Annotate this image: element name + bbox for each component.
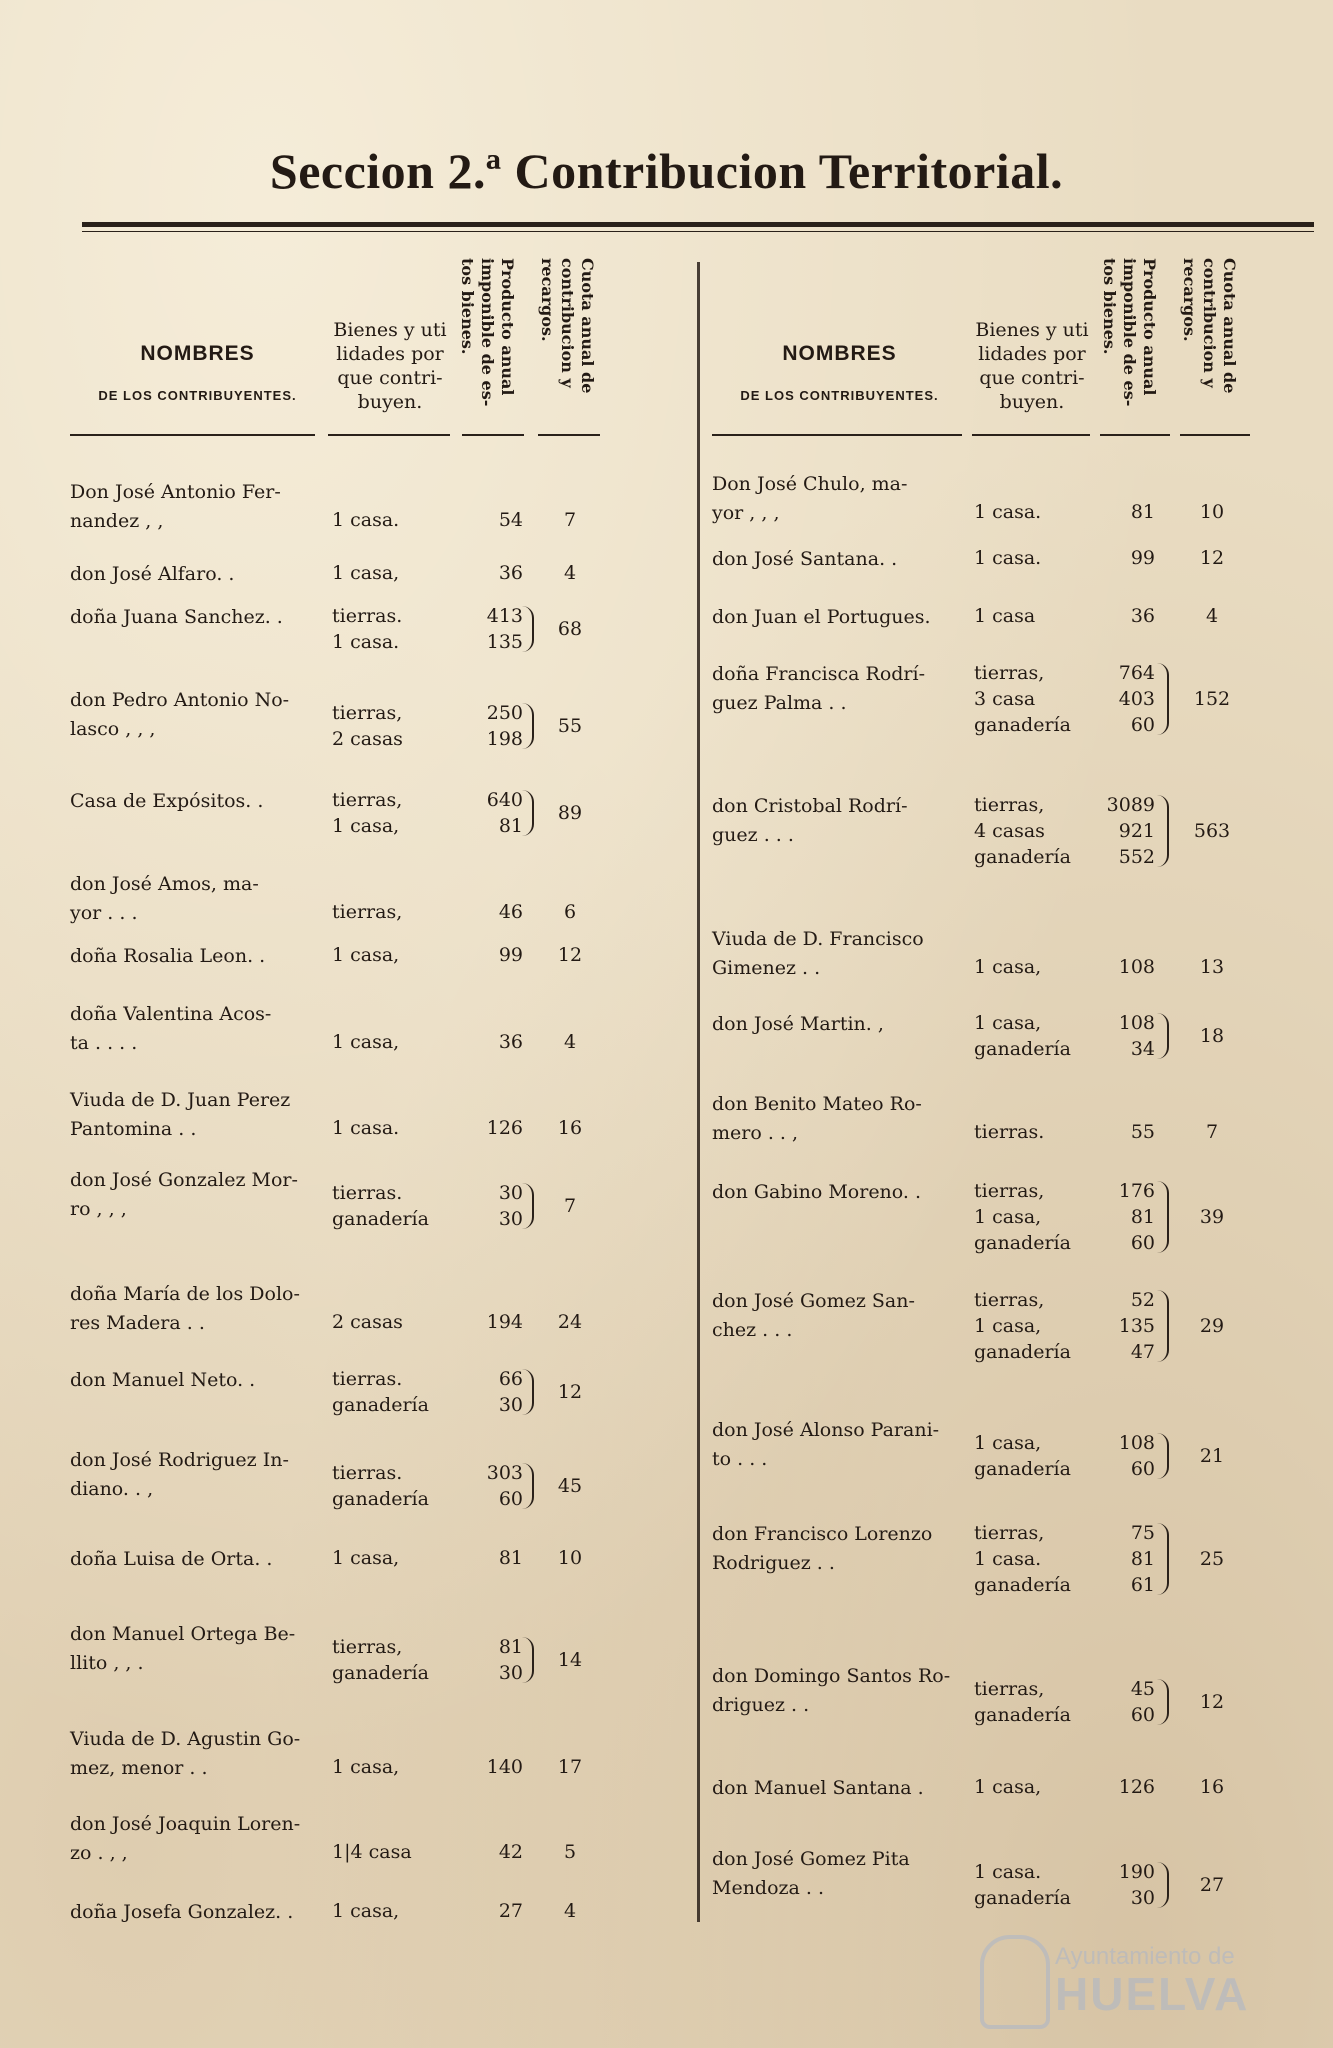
bienes-item: ganadería [974, 1341, 1071, 1363]
producto-value: 135 [486, 631, 523, 653]
grouping-brace [522, 1183, 534, 1229]
header-rule [1180, 434, 1250, 436]
bienes-item: ganadería [974, 1038, 1071, 1060]
bienes-list [974, 954, 1094, 980]
bienes-list [974, 1178, 1094, 1256]
bienes-item: ganadería [332, 1662, 429, 1684]
contributor-name: don José Gomez San- chez . . . [712, 1290, 915, 1341]
bienes-item: ganadería [974, 1458, 1071, 1480]
producto-values [465, 1180, 523, 1232]
header-cuota [1180, 258, 1239, 428]
bienes-list [974, 1010, 1094, 1062]
contributor-name: doña Francisca Rodrí- guez Palma . . [712, 663, 925, 714]
table-header [712, 258, 1312, 438]
cuota-value: 27 [1199, 1874, 1225, 1896]
bienes-list [332, 1115, 452, 1141]
header-name-top: NOMBRES [782, 342, 897, 365]
bienes-item: ganadería [974, 714, 1071, 736]
bienes-list [974, 1859, 1094, 1911]
bienes-item: 1 casa. [974, 501, 1042, 523]
bienes-item: tierras. [974, 1121, 1045, 1143]
producto-value: 75 [1130, 1522, 1155, 1544]
producto-value: 403 [1118, 688, 1155, 710]
cuota-value: 4 [1205, 605, 1219, 627]
grouping-brace [1157, 1679, 1169, 1725]
bienes-item: 2 casas [332, 728, 403, 750]
bienes-item: ganadería [332, 1208, 429, 1230]
bienes-item: 1 casa. [974, 1861, 1042, 1883]
bienes-item: 1 casa, [974, 1432, 1042, 1454]
bienes-item: 1 casa, [332, 1756, 400, 1778]
bienes-list [332, 1545, 452, 1571]
producto-value: 3089 [1106, 794, 1155, 816]
producto-value: 108 [1118, 1012, 1155, 1034]
producto-value: 140 [486, 1756, 523, 1778]
cuota-value: 55 [557, 715, 583, 737]
producto-value: 108 [1118, 1432, 1155, 1454]
cuota-value: 39 [1199, 1206, 1225, 1228]
contributor-name: doña María de los Dolo- res Madera . . [70, 1283, 300, 1334]
producto-values [465, 1460, 523, 1512]
producto-value: 81 [498, 1547, 523, 1569]
producto-value: 108 [1118, 956, 1155, 978]
producto-values [465, 899, 523, 925]
bienes-item: ganadería [974, 1704, 1071, 1726]
header-names [712, 342, 967, 403]
bienes-item: tierras, [974, 1180, 1045, 1202]
bienes-item: tierras, [974, 1678, 1045, 1700]
bienes-list [974, 499, 1094, 525]
producto-value: 60 [498, 1488, 523, 1510]
title-rule-thin [82, 231, 1314, 232]
producto-values [465, 1366, 523, 1418]
producto-values [1097, 603, 1155, 629]
contributor-name: doña Juana Sanchez. . [70, 606, 283, 628]
bienes-item: tierras. [332, 1462, 403, 1484]
bienes-item: 1 casa, [332, 562, 400, 584]
producto-value: 30 [498, 1208, 523, 1230]
bienes-list [332, 1180, 452, 1232]
bienes-item: 1 casa. [974, 1548, 1042, 1570]
contributor-name: don Pedro Antonio No- lasco , , , [70, 689, 290, 740]
bienes-item: 1|4 casa [332, 1841, 412, 1863]
watermark-logo [980, 1935, 1300, 2025]
grouping-brace [522, 1463, 534, 1509]
cuota-value: 25 [1199, 1548, 1225, 1570]
header-rule [462, 434, 524, 436]
grouping-brace [1157, 1862, 1169, 1908]
producto-values [465, 1839, 523, 1865]
bienes-item: tierras, [332, 789, 403, 811]
contributor-name: don José Alfaro. . [70, 563, 235, 585]
header-rule [328, 434, 450, 436]
contributor-name: don Manuel Ortega Be- llito , , . [70, 1623, 296, 1674]
header-names [70, 342, 325, 403]
grouping-brace [1157, 1013, 1169, 1059]
bienes-item: ganadería [974, 1232, 1071, 1254]
bienes-item: tierras. [332, 1368, 403, 1390]
producto-value: 55 [1130, 1121, 1155, 1143]
contributor-name: don Domingo Santos Ro- driguez . . [712, 1665, 951, 1716]
bienes-list [332, 1309, 452, 1335]
bienes-item: 1 casa, [974, 1012, 1042, 1034]
bienes-list [332, 1029, 452, 1055]
producto-values [465, 700, 523, 752]
cuota-value: 10 [557, 1547, 583, 1569]
bienes-list [332, 1898, 452, 1924]
cuota-value: 14 [557, 1649, 583, 1671]
bienes-list [974, 1287, 1094, 1365]
bienes-item: tierras, [974, 1522, 1045, 1544]
contributor-name: don José Martin. , [712, 1013, 884, 1035]
producto-value: 303 [486, 1462, 523, 1484]
cuota-value: 12 [1199, 547, 1225, 569]
bienes-item: 1 casa, [332, 1900, 400, 1922]
bienes-list [332, 560, 452, 586]
producto-value: 52 [1130, 1289, 1155, 1311]
producto-value: 60 [1130, 714, 1155, 736]
contributor-name: doña Rosalia Leon. . [70, 945, 266, 967]
producto-value: 34 [1130, 1038, 1155, 1060]
producto-value: 60 [1130, 1704, 1155, 1726]
producto-values [465, 603, 523, 655]
bienes-item: 1 casa. [332, 631, 400, 653]
producto-value: 60 [1130, 1232, 1155, 1254]
bienes-item: 1 casa, [332, 1547, 400, 1569]
cuota-value: 68 [557, 618, 583, 640]
header-cuota-text: Cuota anual de contribucion y recargos. [538, 258, 597, 394]
contributor-name: don José Gomez Pita Mendoza . . [712, 1848, 910, 1899]
bienes-list [974, 1774, 1094, 1800]
bienes-item: tierras, [974, 1289, 1045, 1311]
producto-value: 194 [486, 1311, 523, 1333]
bienes-item: 2 casas [332, 1311, 403, 1333]
header-rule [972, 434, 1090, 436]
cuota-value: 4 [563, 1031, 577, 1053]
header-producto-text: Producto anual imponible de es- tos bienes. [1100, 258, 1159, 407]
producto-value: 30 [498, 1182, 523, 1204]
crest-icon [980, 1935, 1050, 2029]
producto-value: 81 [498, 1636, 523, 1658]
cuota-value: 16 [557, 1117, 583, 1139]
header-cuota [538, 258, 597, 428]
producto-values [465, 1898, 523, 1924]
bienes-list [974, 792, 1094, 870]
bienes-item: tierras, [332, 702, 403, 724]
contributor-name: don Francisco Lorenzo Rodriguez . . [712, 1523, 933, 1574]
bienes-item: 1 casa [974, 605, 1036, 627]
bienes-list [332, 787, 452, 839]
producto-value: 190 [1118, 1861, 1155, 1883]
cuota-value: 152 [1193, 688, 1231, 710]
bienes-item: 1 casa. [332, 509, 400, 531]
producto-values [465, 1029, 523, 1055]
contributor-name: doña Luisa de Orta. . [70, 1548, 273, 1570]
cuota-value: 7 [563, 1195, 577, 1217]
grouping-brace [522, 790, 534, 836]
producto-value: 250 [486, 702, 523, 724]
contributor-name: don Manuel Neto. . [70, 1369, 256, 1391]
cuota-value: 17 [557, 1756, 583, 1778]
bienes-list [974, 660, 1094, 738]
producto-value: 42 [498, 1841, 523, 1863]
contributor-name: don José Rodriguez In- diano. . , [70, 1449, 289, 1500]
bienes-item: 1 casa, [974, 1315, 1042, 1337]
bienes-list [974, 1430, 1094, 1482]
bienes-list [332, 1634, 452, 1686]
bienes-item: ganadería [974, 1887, 1071, 1909]
producto-value: 36 [498, 562, 523, 584]
bienes-list [332, 899, 452, 925]
producto-value: 27 [498, 1900, 523, 1922]
contributor-name: don Juan el Portugues. [712, 606, 931, 628]
bienes-item: ganadería [332, 1488, 429, 1510]
grouping-brace [1157, 1290, 1169, 1362]
contributor-name: Casa de Expósitos. . [70, 790, 264, 812]
producto-value: 176 [1118, 1180, 1155, 1202]
contributor-name: don José Gonzalez Mor- ro , , , [70, 1169, 298, 1220]
bienes-list [974, 545, 1094, 571]
bienes-item: 1 casa, [332, 815, 400, 837]
watermark-line2: HUELVA [1055, 1968, 1250, 2020]
contributor-name: don Manuel Santana . [712, 1777, 924, 1799]
producto-value: 30 [498, 1662, 523, 1684]
cuota-value: 24 [557, 1311, 583, 1333]
header-rule [1100, 434, 1170, 436]
producto-values [1097, 954, 1155, 980]
producto-values [1097, 1178, 1155, 1256]
producto-values [465, 1754, 523, 1780]
bienes-list [974, 1676, 1094, 1728]
cuota-value: 16 [1199, 1776, 1225, 1798]
bienes-item: 1 casa, [332, 1031, 400, 1053]
bienes-item: 4 casas [974, 820, 1045, 842]
contributor-name: doña Valentina Acos- ta . . . . [70, 1003, 272, 1054]
producto-values [1097, 1287, 1155, 1365]
producto-values [1097, 1774, 1155, 1800]
header-cuota-text: Cuota anual de contribucion y recargos. [1180, 258, 1239, 394]
producto-values [1097, 1119, 1155, 1145]
producto-value: 552 [1118, 846, 1155, 868]
producto-values [465, 1115, 523, 1141]
producto-values [465, 507, 523, 533]
grouping-brace [522, 1637, 534, 1683]
bienes-list [974, 603, 1094, 629]
bienes-item: ganadería [974, 846, 1071, 868]
grouping-brace [1157, 1523, 1169, 1595]
bienes-item: tierras, [974, 794, 1045, 816]
watermark-line1: Ayuntamiento de [1055, 1943, 1235, 1970]
producto-value: 45 [1130, 1678, 1155, 1700]
producto-value: 54 [498, 509, 523, 531]
bienes-list [332, 1460, 452, 1512]
cuota-value: 45 [557, 1475, 583, 1497]
producto-values [465, 1634, 523, 1686]
cuota-value: 563 [1193, 820, 1231, 842]
producto-values [1097, 1430, 1155, 1482]
header-bienes: Bienes y uti lidades por que contri- buyen. [333, 319, 447, 413]
bienes-item: 1 casa. [332, 1117, 400, 1139]
producto-value: 46 [498, 901, 523, 923]
header-producto [1100, 258, 1159, 428]
bienes-item: tierras. [332, 1182, 403, 1204]
producto-value: 81 [1130, 1206, 1155, 1228]
contributor-name: don José Amos, ma- yor . . . [70, 873, 259, 924]
header-rule [70, 434, 315, 436]
producto-value: 135 [1118, 1315, 1155, 1337]
contributor-name: don José Alonso Parani- to . . . [712, 1419, 940, 1470]
grouping-brace [1157, 795, 1169, 867]
contributor-name: don Cristobal Rodrí- guez . . . [712, 795, 908, 846]
producto-values [1097, 1520, 1155, 1598]
header-bienes: Bienes y uti lidades por que contri- buyen. [975, 319, 1089, 413]
contributor-name: don Benito Mateo Ro- mero . . , [712, 1093, 922, 1144]
bienes-list [332, 1754, 452, 1780]
grouping-brace [522, 606, 534, 652]
bienes-item: 1 casa, [974, 1206, 1042, 1228]
bienes-list [332, 603, 452, 655]
bienes-item: tierras, [332, 901, 403, 923]
bienes-list [974, 1119, 1094, 1145]
cuota-value: 13 [1199, 956, 1225, 978]
producto-values [465, 1309, 523, 1335]
producto-value: 126 [1118, 1776, 1155, 1798]
producto-value: 413 [486, 605, 523, 627]
producto-value: 36 [1130, 605, 1155, 627]
bienes-item: tierras. [332, 605, 403, 627]
producto-value: 36 [498, 1031, 523, 1053]
cuota-value: 4 [563, 1900, 577, 1922]
producto-values [1097, 545, 1155, 571]
grouping-brace [522, 1369, 534, 1415]
producto-value: 99 [1130, 547, 1155, 569]
producto-values [1097, 1010, 1155, 1062]
cuota-value: 21 [1199, 1445, 1225, 1467]
producto-value: 61 [1130, 1574, 1155, 1596]
bienes-item: ganadería [332, 1394, 429, 1416]
cuota-value: 7 [563, 509, 577, 531]
header-rule [538, 434, 600, 436]
contributor-name: Viuda de D. Agustin Go- mez, menor . . [70, 1728, 301, 1779]
page-title: Seccion 2.ª Contribucion Territorial. [269, 143, 1064, 199]
cuota-value: 89 [557, 802, 583, 824]
contributor-name: don Gabino Moreno. . [712, 1181, 922, 1203]
producto-values [1097, 660, 1155, 738]
cuota-value: 29 [1199, 1315, 1225, 1337]
producto-values [465, 1545, 523, 1571]
producto-value: 99 [498, 944, 523, 966]
title-rule-thick [82, 222, 1314, 227]
producto-value: 640 [486, 789, 523, 811]
producto-values [1097, 792, 1155, 870]
cuota-value: 18 [1199, 1025, 1225, 1047]
cuota-value: 12 [557, 944, 583, 966]
bienes-item: 1 casa, [332, 944, 400, 966]
producto-values [1097, 499, 1155, 525]
grouping-brace [1157, 1181, 1169, 1253]
cuota-value: 12 [557, 1381, 583, 1403]
producto-values [465, 942, 523, 968]
producto-value: 60 [1130, 1458, 1155, 1480]
bienes-list [974, 1520, 1094, 1598]
cuota-value: 4 [563, 562, 577, 584]
column-divider [697, 262, 700, 1922]
cuota-value: 10 [1199, 501, 1225, 523]
grouping-brace [522, 703, 534, 749]
producto-values [1097, 1859, 1155, 1911]
producto-value: 81 [1130, 1548, 1155, 1570]
bienes-item: 1 casa, [974, 956, 1042, 978]
bienes-item: 1 casa. [974, 547, 1042, 569]
contributor-name: Viuda de D. Francisco Gimenez . . [712, 928, 924, 979]
producto-values [465, 787, 523, 839]
header-producto-text: Producto anual imponible de es- tos bienes. [458, 258, 517, 407]
header-name-bottom: DE LOS CONTRIBUYENTES. [740, 388, 939, 403]
bienes-item: 3 casa [974, 688, 1036, 710]
bienes-item: tierras, [332, 1636, 403, 1658]
producto-values [1097, 1676, 1155, 1728]
bienes-item: tierras, [974, 662, 1045, 684]
contributor-name: don José Santana. . [712, 548, 898, 570]
header-rule [712, 434, 962, 436]
grouping-brace [1157, 1433, 1169, 1479]
contributor-name: Don José Chulo, ma- yor , , , [712, 473, 908, 524]
table-header [70, 258, 685, 438]
producto-value: 66 [498, 1368, 523, 1390]
bienes-list [332, 942, 452, 968]
bienes-item: ganadería [974, 1574, 1071, 1596]
producto-value: 764 [1118, 662, 1155, 684]
header-name-bottom: DE LOS CONTRIBUYENTES. [98, 388, 297, 403]
cuota-value: 12 [1199, 1691, 1225, 1713]
grouping-brace [1157, 663, 1169, 735]
producto-value: 47 [1130, 1341, 1155, 1363]
producto-values [465, 560, 523, 586]
bienes-list [332, 700, 452, 752]
producto-value: 30 [1130, 1887, 1155, 1909]
contributor-name: don José Joaquin Loren- zo . , , [70, 1813, 301, 1864]
producto-value: 30 [498, 1394, 523, 1416]
header-name-top: NOMBRES [140, 342, 255, 365]
bienes-list [332, 507, 452, 533]
producto-value: 81 [1130, 501, 1155, 523]
bienes-list [332, 1839, 452, 1865]
producto-value: 81 [498, 815, 523, 837]
bienes-item: 1 casa, [974, 1776, 1042, 1798]
contributor-name: doña Josefa Gonzalez. . [70, 1901, 294, 1923]
bienes-list [332, 1366, 452, 1418]
cuota-value: 6 [563, 901, 577, 923]
producto-value: 921 [1118, 820, 1155, 842]
contributor-name: Don José Antonio Fer- nandez , , [70, 481, 281, 532]
cuota-value: 5 [563, 1841, 577, 1863]
producto-value: 198 [486, 728, 523, 750]
header-producto [458, 258, 517, 428]
cuota-value: 7 [1205, 1121, 1219, 1143]
producto-value: 126 [486, 1117, 523, 1139]
contributor-name: Viuda de D. Juan Perez Pantomina . . [70, 1089, 291, 1140]
